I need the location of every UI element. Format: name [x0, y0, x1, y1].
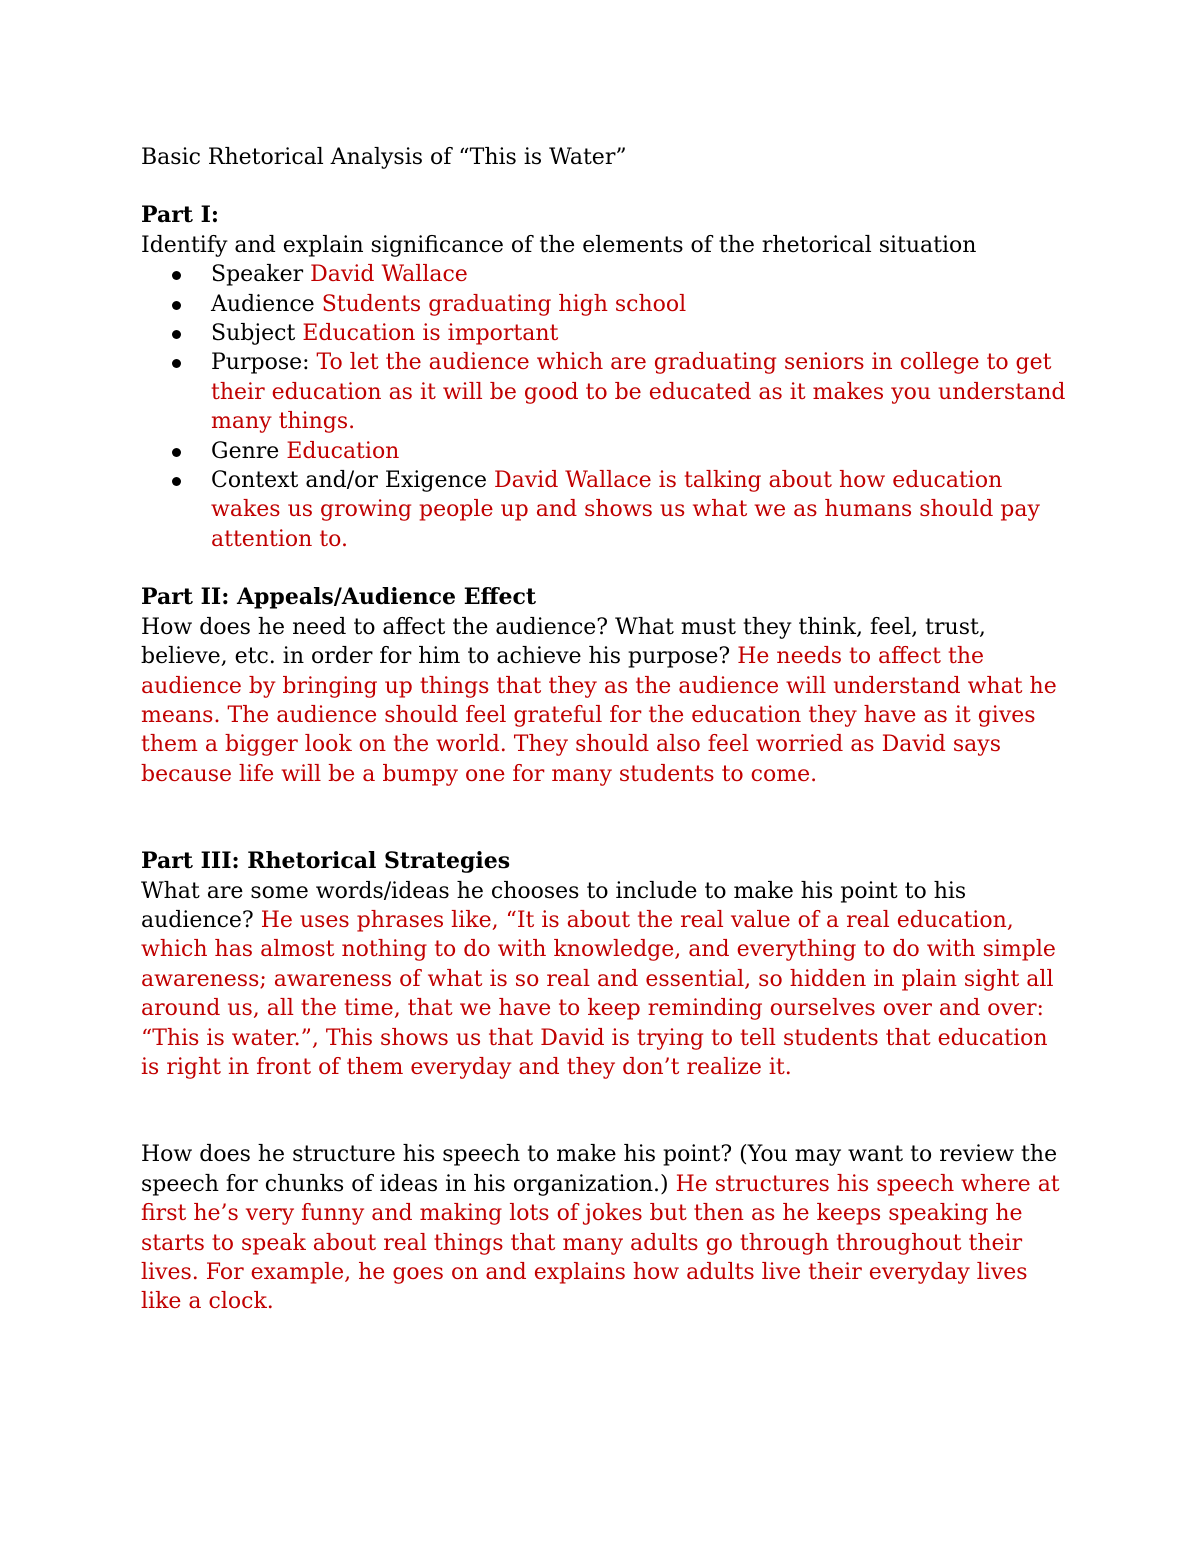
bullet-icon — [172, 301, 181, 310]
part3-paragraph-1 — [141, 877, 1071, 1083]
list-item-context — [211, 466, 1071, 554]
part3-paragraph-2 — [141, 1140, 1071, 1316]
item-label: Subject — [211, 321, 296, 347]
item-label: Context and/or Exigence — [211, 468, 487, 494]
part1-instruction: Identify and explain significance of the elements of the rhetorical situation — [141, 232, 977, 258]
part2-heading: Part II: Appeals/Audience Effect — [141, 584, 537, 611]
item-answer: To let the audience which are graduating seniors in college to get their education as it will be good to be educated as it makes you understand many things. — [211, 350, 1066, 435]
bullet-icon — [172, 271, 181, 280]
list-item-subject — [211, 319, 1071, 348]
bullet-icon — [172, 477, 181, 486]
spacer — [141, 172, 1071, 201]
item-answer: David Wallace — [310, 262, 468, 288]
rhetorical-elements-list — [141, 260, 1071, 554]
bullet-icon — [172, 330, 181, 339]
list-item-genre — [211, 437, 1071, 466]
part3-heading: Part III: Rhetorical Strategies — [141, 848, 511, 875]
bullet-icon — [172, 448, 181, 457]
list-item-purpose — [211, 348, 1071, 436]
spacer — [141, 789, 1071, 847]
item-label: Purpose: — [211, 350, 310, 376]
part3-question-1: What are some words/ideas he chooses to include to make his point to his audience? — [141, 878, 967, 933]
item-answer: Students graduating high school — [321, 291, 687, 317]
item-answer: Education — [286, 438, 400, 464]
part3-answer-1: He uses phrases like, “It is about the real value of a real education, which has almost nothing to do with knowledge, and everything to do with simple awareness; awareness of what is so real and essential, so hidden in plain sight all around us, all the time, that we have to keep reminding ourselves over and over: “This is water.”, This shows us that David is trying to tell students that education is right in front of them everyday and they don’t realize it. — [141, 907, 1056, 1080]
item-label: Audience — [211, 291, 315, 317]
item-answer: David Wallace is talking about how education wakes us growing people up and shows us what we as humans should pay attention to. — [211, 468, 1040, 552]
part3-answer-2: He structures his speech where at first he’s very funny and making lots of jokes but then as he keeps speaking he starts to speak about real things that many adults go through throughout their lives. For example, he goes on and explains how adults live their everyday lives like a clock. — [141, 1171, 1060, 1315]
document-page — [141, 143, 1071, 1317]
spacer — [141, 554, 1071, 583]
item-label: Genre — [211, 438, 280, 464]
item-answer: Education is important — [302, 321, 559, 347]
part2-question: How does he need to affect the audience? What must they think, feel, trust, believe, etc. in order for him to achieve his purpose? — [141, 614, 986, 670]
part2-answer: He needs to affect the audience by bringing up things that they as the audience will understand what he means. The audience should feel grateful for the education they have as it gives them a bigger look on the world. They should also feel worried as David says because life will be a bumpy one for many students to come. — [141, 644, 1057, 787]
document-title: Basic Rhetorical Analysis of “This is Water” — [141, 145, 627, 170]
list-item-speaker — [211, 260, 1071, 289]
bullet-icon — [172, 359, 181, 368]
part2-paragraph — [141, 613, 1071, 789]
item-label: Speaker — [211, 262, 304, 288]
part1-heading: Part I: — [141, 202, 220, 229]
spacer — [141, 1082, 1071, 1140]
list-item-audience — [211, 290, 1071, 319]
part3-question-2: How does he structure his speech to make his point? (You may want to review the speech for chunks of ideas in his organization.) — [141, 1142, 1058, 1197]
